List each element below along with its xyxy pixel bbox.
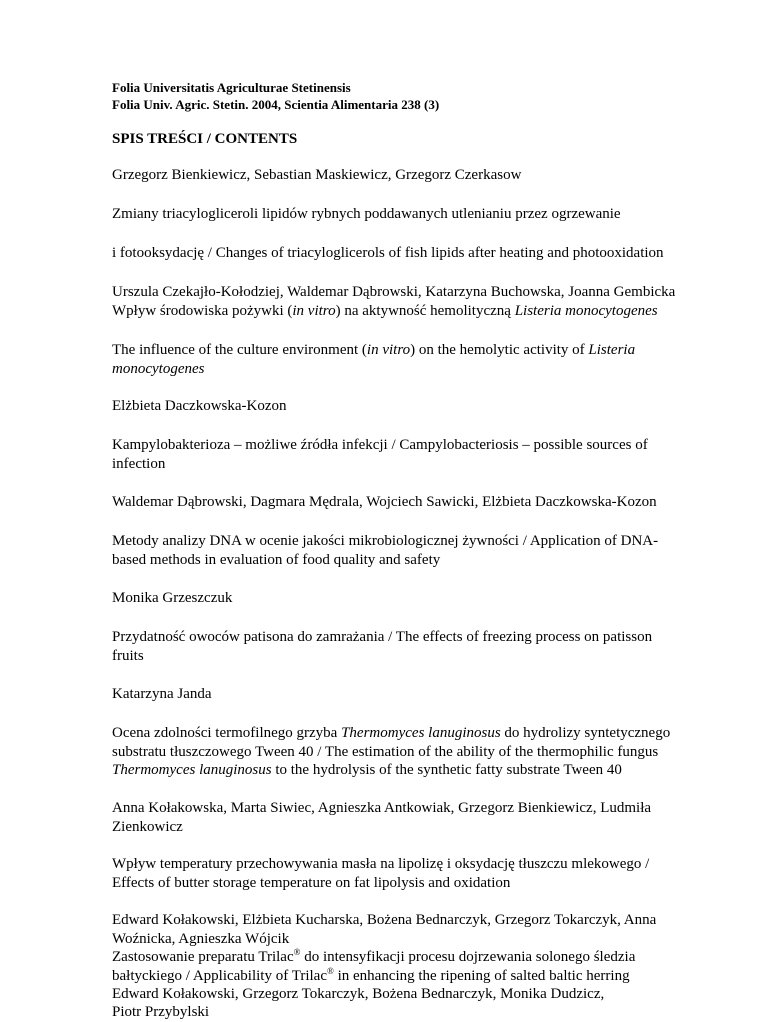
entry-4-authors: Waldemar Dąbrowski, Dagmara Mędrala, Wojciech Sawicki, Elżbieta Daczkowska-Kozon [112,494,657,510]
entry-2-title-pl: Wpływ środowiska pożywki (in vitro) na aktywność hemolityczną Listeria monocytogenes [112,303,658,319]
entry-5-title: Przydatność owoców patisona do zamrażania / The effects of freezing process on patisson fruits [112,629,653,664]
entry-2-title-en: The influence of the culture environment (in vitro) on the hemolytic activity of Listeria monocytogenes [112,342,636,377]
entry-6-title: Ocena zdolności termofilnego grzyba Thermomyces lanuginosus do hydrolizy syntetycznego substratu tłuszczowego Tween 40 / The estimation of the ability of the thermophilic fungus Thermomyces lanuginosus to the hydrolysis of the synthetic fatty substrate Tween 40 [112,725,671,778]
entry-1-title: Zmiany triacylogliceroli lipidów rybnych poddawanych utlenianiu przez ogrzewanie [112,206,621,222]
contents-heading: SPIS TREŚCI / CONTENTS [112,131,298,147]
entry-4-title: Metody analizy DNA w ocenie jakości mikrobiologicznej żywności / Application of DNA-based methods in evaluation of food quality and safety [112,533,659,568]
entry-1-title-cont: i fotooksydację / Changes of triacyloglicerols of fish lipids after heating and photooxidation [112,245,664,261]
entry-2-authors: Urszula Czekajło-Kołodziej, Waldemar Dąbrowski, Katarzyna Buchowska, Joanna Gembicka [112,284,676,300]
entry-3-authors: Elżbieta Daczkowska-Kozon [112,398,287,414]
entry-9-authors-line1: Edward Kołakowski, Grzegorz Tokarczyk, Bożena Bednarczyk, Monika Dudzicz, [112,986,605,1002]
journal-citation: Folia Univ. Agric. Stetin. 2004, Scientia Alimentaria 238 (3) [112,97,440,112]
entry-6-authors: Katarzyna Janda [112,686,212,702]
entry-7-authors: Anna Kołakowska, Marta Siwiec, Agnieszka Antkowiak, Grzegorz Bienkiewicz, Ludmiła Zienkowicz [112,800,652,835]
entry-1-authors: Grzegorz Bienkiewicz, Sebastian Maskiewicz, Grzegorz Czerkasow [112,167,522,183]
entry-8-authors: Edward Kołakowski, Elżbieta Kucharska, Bożena Bednarczyk, Grzegorz Tokarczyk, Anna Woźnicka, Agnieszka Wójcik [112,912,657,947]
entry-5-authors: Monika Grzeszczuk [112,590,233,606]
entry-7-title: Wpływ temperatury przechowywania masła na lipolizę i oksydację tłuszczu mlekowego / Effects of butter storage temperature on fat lipolysis and oxidation [112,856,650,891]
entry-9-authors-line2: Piotr Przybylski [112,1004,210,1020]
entry-8-title: Zastosowanie preparatu Trilac® do intensyfikacji procesu dojrzewania solonego śledzia bałtyckiego / Applicability of Trilac® in enhancing the ripening of salted baltic herring [112,947,636,984]
journal-name: Folia Universitatis Agriculturae Stetinensis [112,80,351,95]
entry-3-title: Kampylobakterioza – możliwe źródła infekcji / Campylobacteriosis – possible sources of infection [112,437,648,472]
